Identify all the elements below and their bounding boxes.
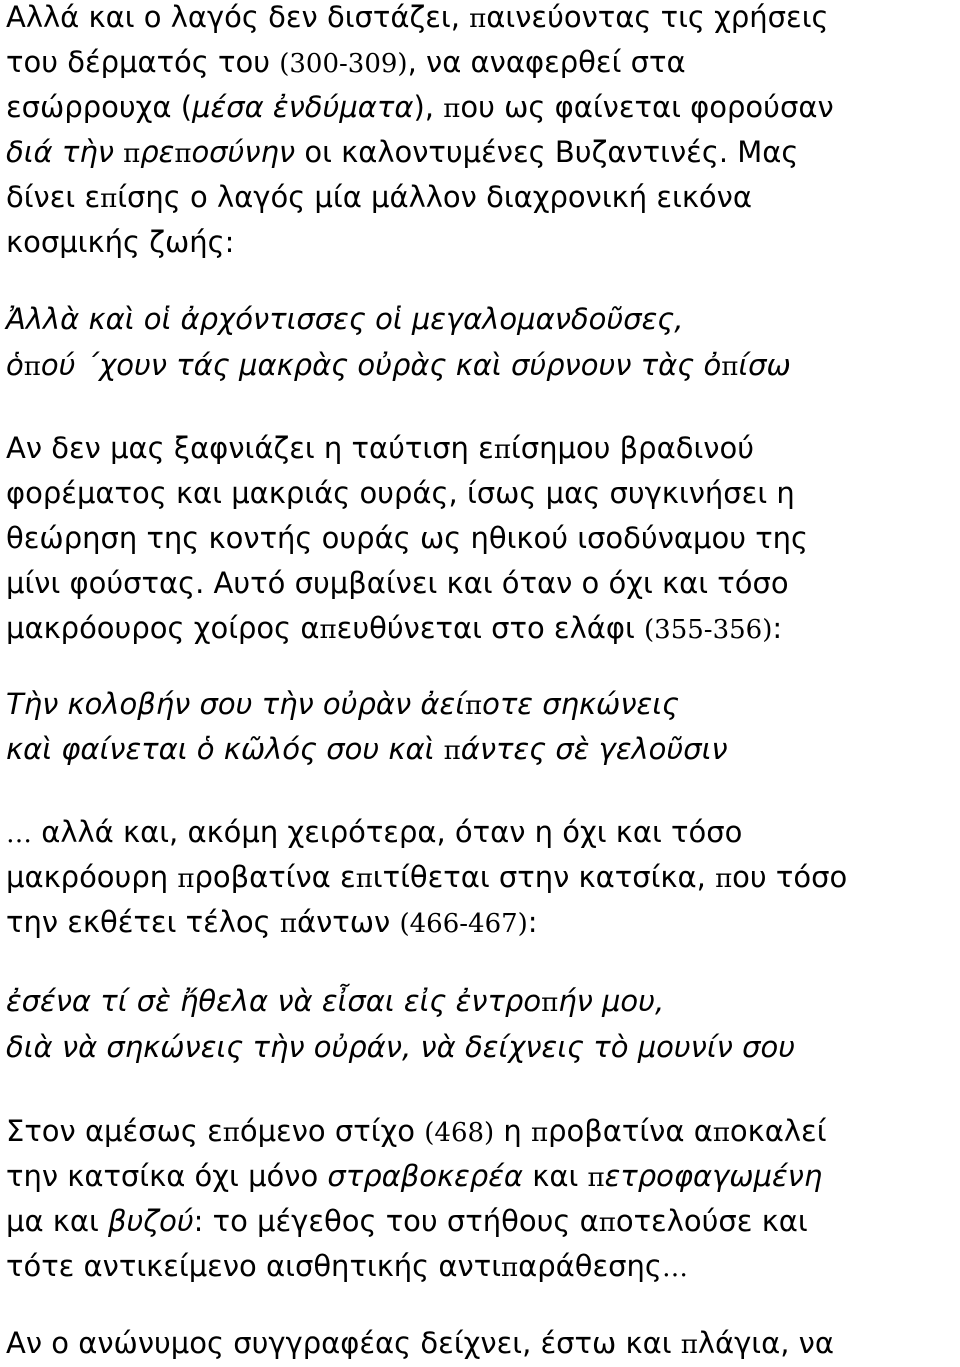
italic-run: Ἀλλὰ καὶ οἱ ἀρχόντισσες οἱ μεγαλομανδοῦσες, [6,302,684,336]
text-run: μα και [6,1204,109,1238]
text-run: του δέρματός του [6,45,280,79]
text-run: αράθεσης [518,1249,662,1283]
serif-run: (466-467) [399,909,528,939]
text-line [6,135,799,169]
serif-run: π [177,864,195,894]
verse-line [6,1030,796,1064]
text-line [6,815,743,849]
text-run: μακρόουρος χοίρος α [6,611,320,645]
italic-run: ὁ [6,348,24,382]
serif-run: π [123,139,141,169]
italic-run: στραβοκερέα [327,1159,524,1193]
text-run: εσώρρουχα ( [6,90,193,124]
italic-run: οσύνην [191,135,296,169]
text-line [6,521,809,555]
verse-line [6,687,680,721]
text-run: η [494,1114,532,1148]
text-run: : [772,611,783,645]
serif-run: π [23,352,41,382]
text-run: και [523,1159,588,1193]
serif-run: π [319,615,337,645]
serif-run: (468) [424,1118,495,1148]
text-run: , να αναφερθεί στα [407,45,686,79]
serif-run: π [541,988,559,1018]
text-run: θεώρηση της κοντής ουράς ως ηθικού ισοδύναμου της [6,521,809,555]
text-line [6,860,848,894]
text-run: Αν ο ανώνυμος συγγραφέας δείχνει, έστω και [6,1326,681,1360]
serif-run: … [6,819,32,849]
text-run: οτελούσε και [615,1204,808,1238]
verse-line [6,348,791,382]
text-line [6,180,752,214]
serif-run: π [598,1208,616,1238]
italic-run: Τὴν κολοβήν σου τὴν οὐρὰν ἀεί [6,687,466,721]
text-line [6,431,754,465]
text-run: λάγια, να [697,1326,834,1360]
serif-run: (300-309) [279,49,408,79]
italic-run: βυζού [108,1204,194,1238]
text-run: μακρόουρη [6,860,178,894]
text-run: ροβατίνα ε [194,860,356,894]
text-line [6,1114,827,1148]
text-run: ίσης ο λαγός μία μάλλον διαχρονική εικόνα [117,180,752,214]
serif-run: π [279,909,297,939]
serif-run: π [680,1330,698,1360]
serif-run: π [443,94,461,124]
text-line [6,1204,808,1238]
text-line [6,0,829,34]
serif-run: π [493,435,511,465]
serif-run: π [712,1118,730,1148]
verse-line [6,984,665,1018]
text-run: αινεύοντας τις χρήσεις [486,0,829,34]
text-run: ευθύνεται στο ελάφι [336,611,645,645]
serif-run: π [222,1118,240,1148]
serif-run: π [174,139,192,169]
italic-run: διά τὴν [6,135,124,169]
verse-line [6,732,728,766]
text-run: οι καλοντυμένες Βυζαντινές. Μας [295,135,799,169]
text-line [6,566,789,600]
serif-run: π [100,184,118,214]
text-run: ίσημου βραδινού [510,431,754,465]
italic-run: ετροφαγωμένη [604,1159,823,1193]
text-run: ), [413,90,444,124]
text-run: Στον αμέσως ε [6,1114,223,1148]
text-line [6,1249,688,1283]
text-run: : [527,905,538,939]
serif-run: π [469,4,487,34]
text-run: κοσμικής ζωής: [6,225,235,259]
text-run: τότε αντικείμενο αισθητικής αντι [6,1249,502,1283]
text-run: ου τόσο [732,860,848,894]
text-run: ιτίθεται στην κατσίκα, [372,860,716,894]
italic-run: διὰ νὰ σηκώνεις τὴν οὐράν, νὰ δείχνεις τὸ μουνίν σου [6,1030,796,1064]
text-run: ροβατίνα α [548,1114,713,1148]
text-run: ου ως φαίνεται φορούσαν [460,90,834,124]
text-run: αλλά και, ακόμη χειρότερα, όταν η όχι και τόσο [32,815,743,849]
text-line [6,905,538,939]
text-run: την εκθέτει τέλος [6,905,280,939]
serif-run: π [721,352,739,382]
italic-run: άντες σὲ γελοῦσιν [460,732,728,766]
text-run: Αλλά και ο λαγός δεν διστάζει, [6,0,470,34]
text-run: άντων [296,905,400,939]
text-run: όμενο στίχο [239,1114,425,1148]
text-run: Αν δεν μας ξαφνιάζει η ταύτιση ε [6,431,494,465]
verse-line [6,302,684,336]
text-run: οκαλεί [729,1114,827,1148]
serif-run: π [531,1118,549,1148]
text-line [6,1159,823,1193]
serif-run: π [587,1163,605,1193]
serif-run: (355-356) [644,615,773,645]
text-run: φορέματος και μακριάς ουράς, ίσως μας συγκινήσει η [6,476,795,510]
italic-run: ίσω [738,348,791,382]
italic-run: οτε σηκώνεις [482,687,680,721]
text-run: μίνι φούστας. Αυτό συμβαίνει και όταν ο όχι και τόσο [6,566,789,600]
italic-run: ἐσένα τί σὲ ἤθελα νὰ εἶσαι εἰς ἐντρο [6,984,542,1018]
text-line [6,45,686,79]
text-line [6,611,783,645]
text-line [6,476,795,510]
text-run: : το μέγεθος του στήθους α [193,1204,599,1238]
italic-run: καὶ φαίνεται ὁ κῶλός σου καὶ [6,732,444,766]
italic-run: ρε [140,135,175,169]
serif-run: π [715,864,733,894]
serif-run: π [443,736,461,766]
italic-run: ήν μου, [558,984,665,1018]
text-line [6,1326,834,1360]
text-line [6,90,834,124]
italic-run: μέσα ἐνδύματα [192,90,414,124]
serif-run: π [465,691,483,721]
italic-run: ού ΄χουν τάς μακρὰς οὐρὰς καὶ σύρνουν τὰς ὀ [40,348,722,382]
serif-run: π [501,1253,519,1283]
text-run: την κατσίκα όχι μόνο [6,1159,328,1193]
serif-run: … [661,1253,688,1283]
text-line [6,225,235,259]
text-run: δίνει ε [6,180,101,214]
serif-run: π [355,864,373,894]
